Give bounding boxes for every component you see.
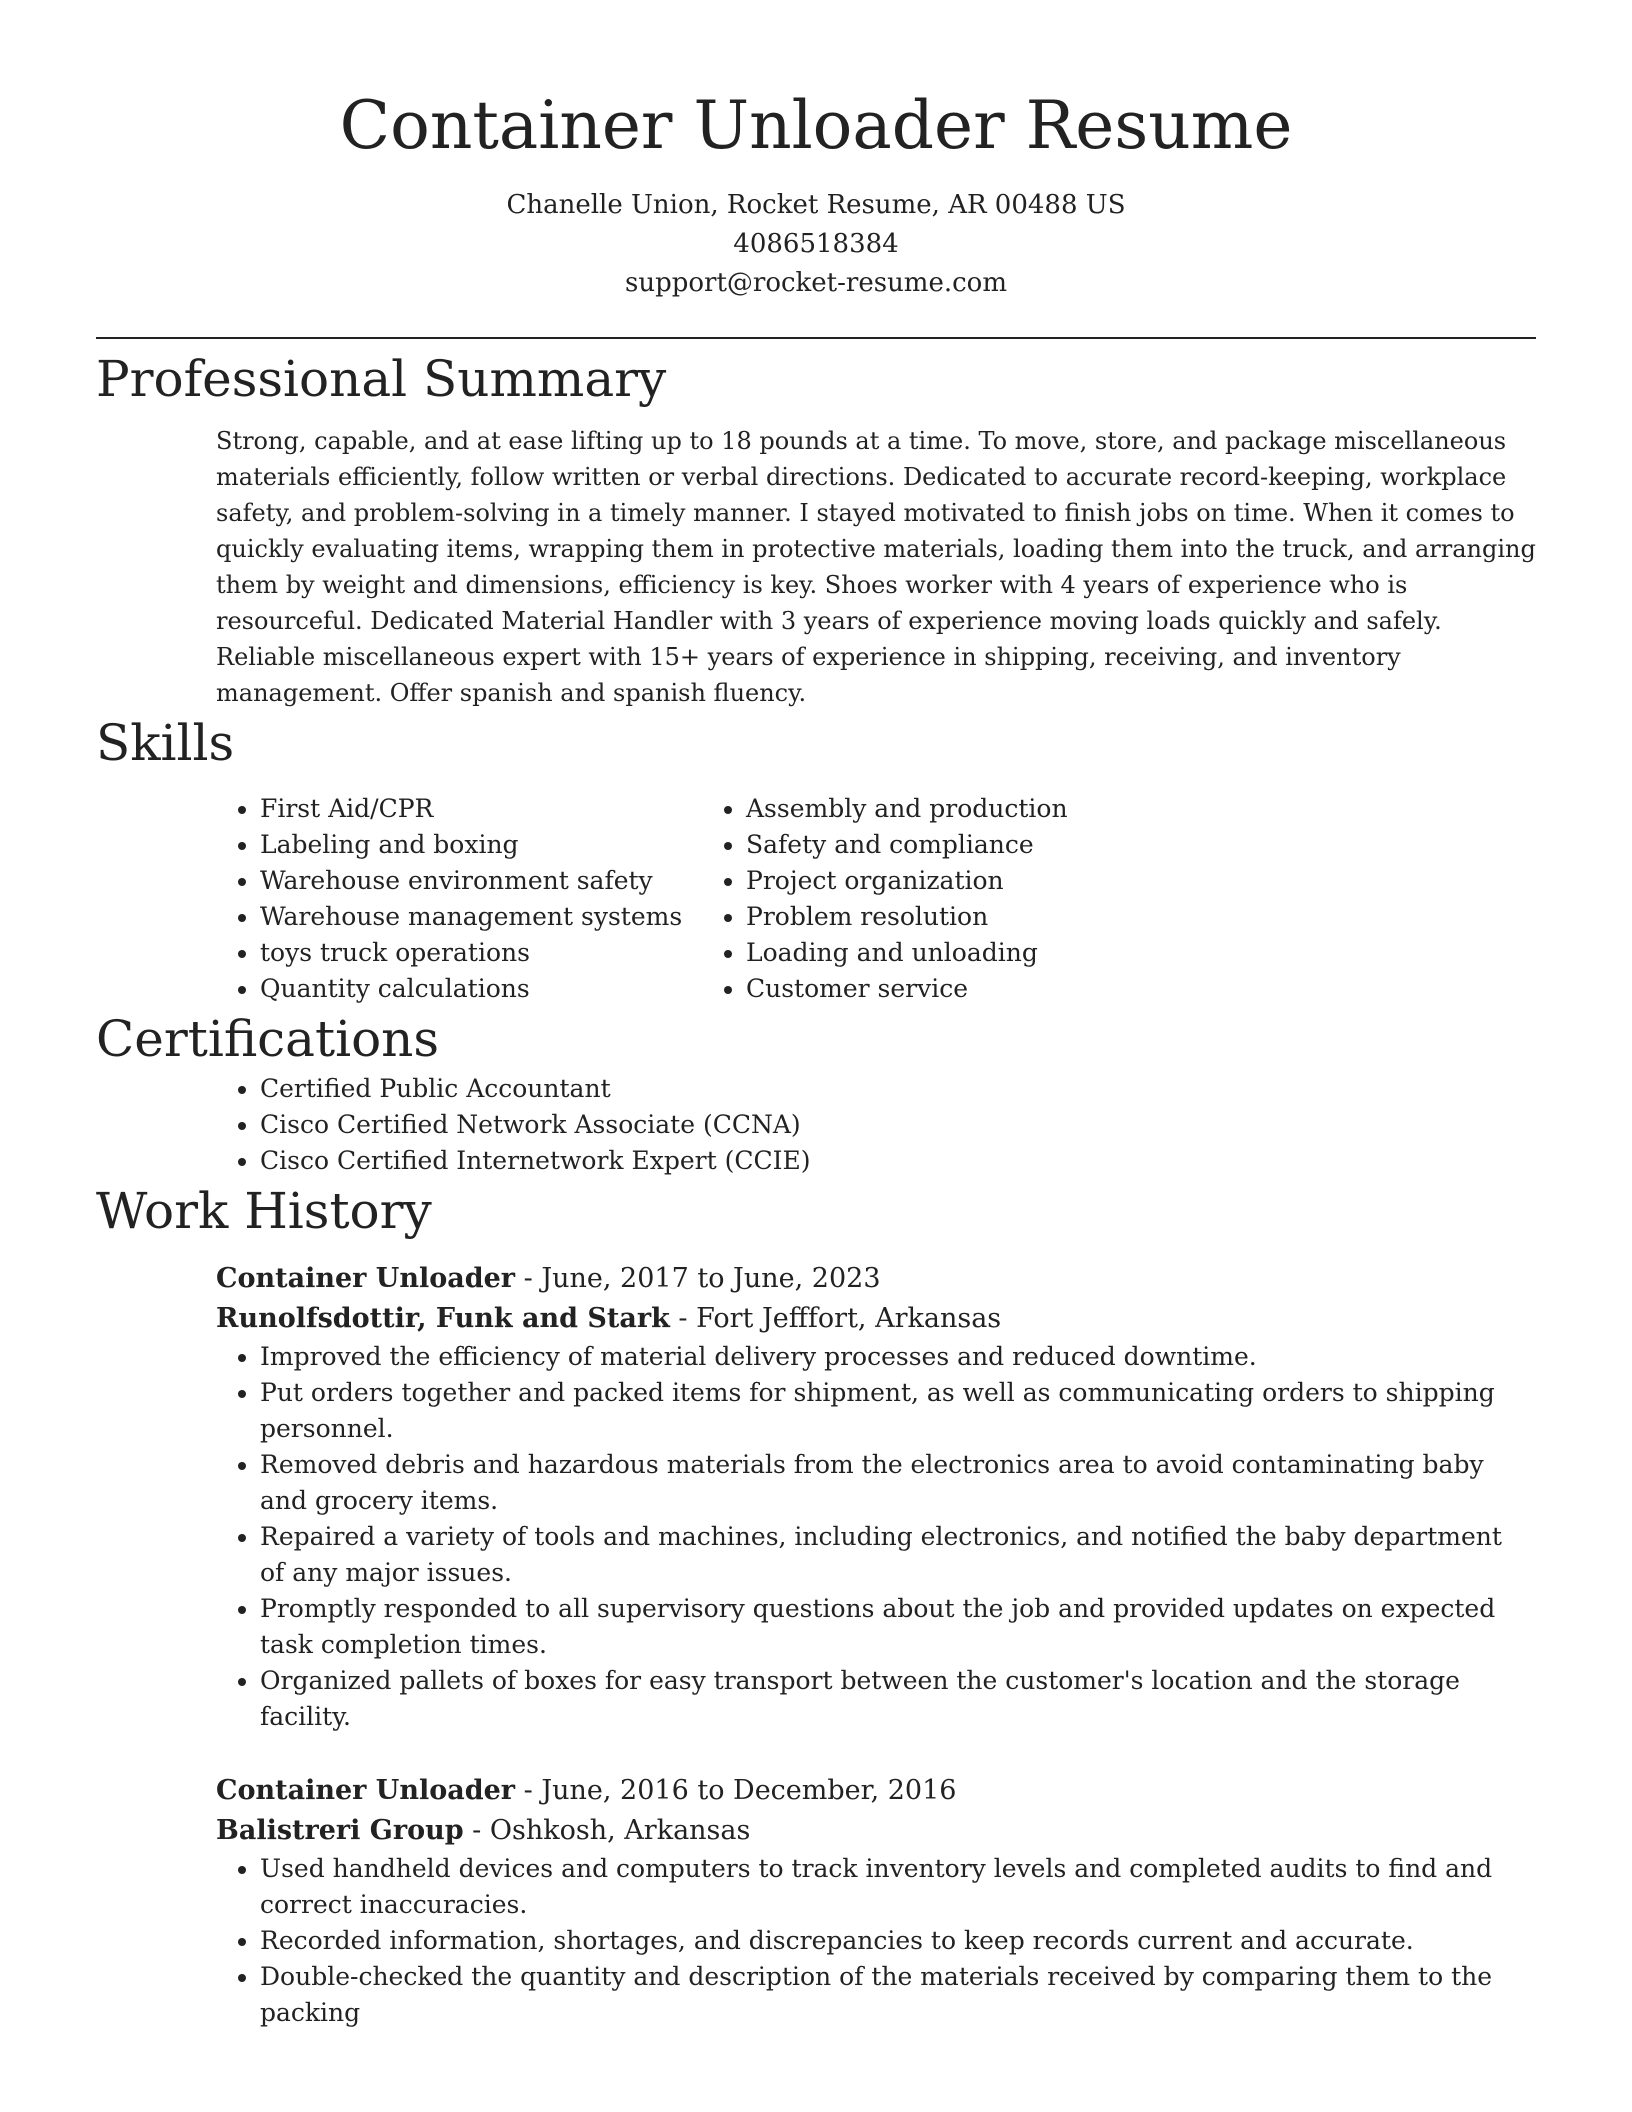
job-bullet: • Put orders together and packed items for shipment, as well as communicating orders to shipping personnel. — [260, 1375, 1536, 1447]
skill-item: • toys truck operations — [260, 935, 746, 971]
skill-item: • Customer service — [746, 971, 1232, 1007]
skill-item: • First Aid/CPR — [260, 791, 746, 827]
work-history-heading: Work History — [96, 1182, 432, 1240]
job-separator: - — [515, 1775, 542, 1806]
summary-heading: Professional Summary — [96, 350, 667, 408]
skill-item: • Assembly and production — [746, 791, 1232, 827]
job-title: Container Unloader — [216, 1775, 516, 1806]
skill-item: • Problem resolution — [746, 899, 1232, 935]
skill-item: • Labeling and boxing — [260, 827, 746, 863]
job-bullet: • Organized pallets of boxes for easy transport between the customer's location and the storage facility. — [260, 1663, 1536, 1735]
skill-item: • Project organization — [746, 863, 1232, 899]
job-entry — [96, 1771, 1536, 2031]
skills-columns — [96, 791, 1536, 1007]
contact-address: Chanelle Union, Rocket Resume, AR 00488 US — [506, 190, 1126, 220]
certification-item: • Certified Public Accountant — [260, 1071, 1536, 1107]
job-location: Fort Jefffort, Arkansas — [696, 1303, 1002, 1334]
job-separator: - — [463, 1815, 490, 1846]
skills-list-left — [96, 791, 746, 1007]
job-bullets — [96, 1339, 1536, 1735]
certification-item: • Cisco Certified Network Associate (CCNA) — [260, 1107, 1536, 1143]
skill-item: • Warehouse management systems — [260, 899, 746, 935]
contact-block — [96, 186, 1536, 303]
job-company-line — [216, 1811, 1536, 1851]
job-separator: - — [515, 1263, 542, 1294]
resume-title: Container Unloader Resume — [339, 87, 1293, 164]
job-bullets — [96, 1851, 1536, 2031]
job-bullet: • Repaired a variety of tools and machines, including electronics, and notified the baby department of any major issues. — [260, 1519, 1536, 1591]
job-entry — [96, 1259, 1536, 1735]
skill-item: • Safety and compliance — [746, 827, 1232, 863]
skill-item: • Quantity calculations — [260, 971, 746, 1007]
job-company: Runolfsdottir, Funk and Stark — [216, 1303, 670, 1334]
job-title-line — [216, 1259, 1536, 1299]
job-dates: June, 2016 to December, 2016 — [541, 1775, 957, 1806]
job-bullet: • Promptly responded to all supervisory questions about the job and provided updates on expected task completion times. — [260, 1591, 1536, 1663]
job-separator: - — [669, 1303, 697, 1334]
job-dates: June, 2017 to June, 2023 — [541, 1263, 881, 1294]
job-location: Oshkosh, Arkansas — [489, 1815, 751, 1846]
skills-list-right — [746, 791, 1232, 1007]
job-title: Container Unloader — [216, 1263, 516, 1294]
contact-phone: 4086518384 — [733, 229, 899, 259]
job-bullet: • Used handheld devices and computers to track inventory levels and completed audits to find and correct inaccuracies. — [260, 1851, 1536, 1923]
job-company-line — [216, 1299, 1536, 1339]
resume-page — [96, 0, 1536, 2031]
job-bullet: • Improved the efficiency of material delivery processes and reduced downtime. — [260, 1339, 1536, 1375]
skills-heading: Skills — [96, 714, 235, 772]
job-bullet: • Double-checked the quantity and description of the materials received by comparing them to the packing — [260, 1959, 1536, 2031]
job-bullet: • Recorded information, shortages, and discrepancies to keep records current and accurate. — [260, 1923, 1536, 1959]
job-title-line — [216, 1771, 1536, 1811]
skill-item: • Warehouse environment safety — [260, 863, 746, 899]
certification-item: • Cisco Certified Internetwork Expert (CCIE) — [260, 1143, 1536, 1179]
job-company: Balistreri Group — [216, 1815, 464, 1846]
contact-email: support@rocket-resume.com — [624, 268, 1007, 298]
certifications-list — [96, 1071, 1536, 1179]
summary-text: Strong, capable, and at ease lifting up to 18 pounds at a time. To move, store, and package miscellaneous materials efficiently, follow written or verbal directions. Dedicated to accurate record-keeping, workplace safety, and problem-solving in a timely manner. I stayed motivated to finish jobs on time. When it comes to quickly evaluating items, wrapping them in protective materials, loading them into the truck, and arranging them by weight and dimensions, efficiency is key. Shoes worker with 4 years of experience who is resourceful. Dedicated Material Handler with 3 years of experience moving loads quickly and safely. Reliable miscellaneous expert with 15+ years of experience in shipping, receiving, and inventory management. Offer spanish and spanish fluency. — [216, 427, 1536, 707]
skill-item: • Loading and unloading — [746, 935, 1232, 971]
certifications-heading: Certifications — [96, 1010, 440, 1068]
header-divider — [96, 337, 1536, 339]
job-bullet: • Removed debris and hazardous materials from the electronics area to avoid contaminating baby and grocery items. — [260, 1447, 1536, 1519]
